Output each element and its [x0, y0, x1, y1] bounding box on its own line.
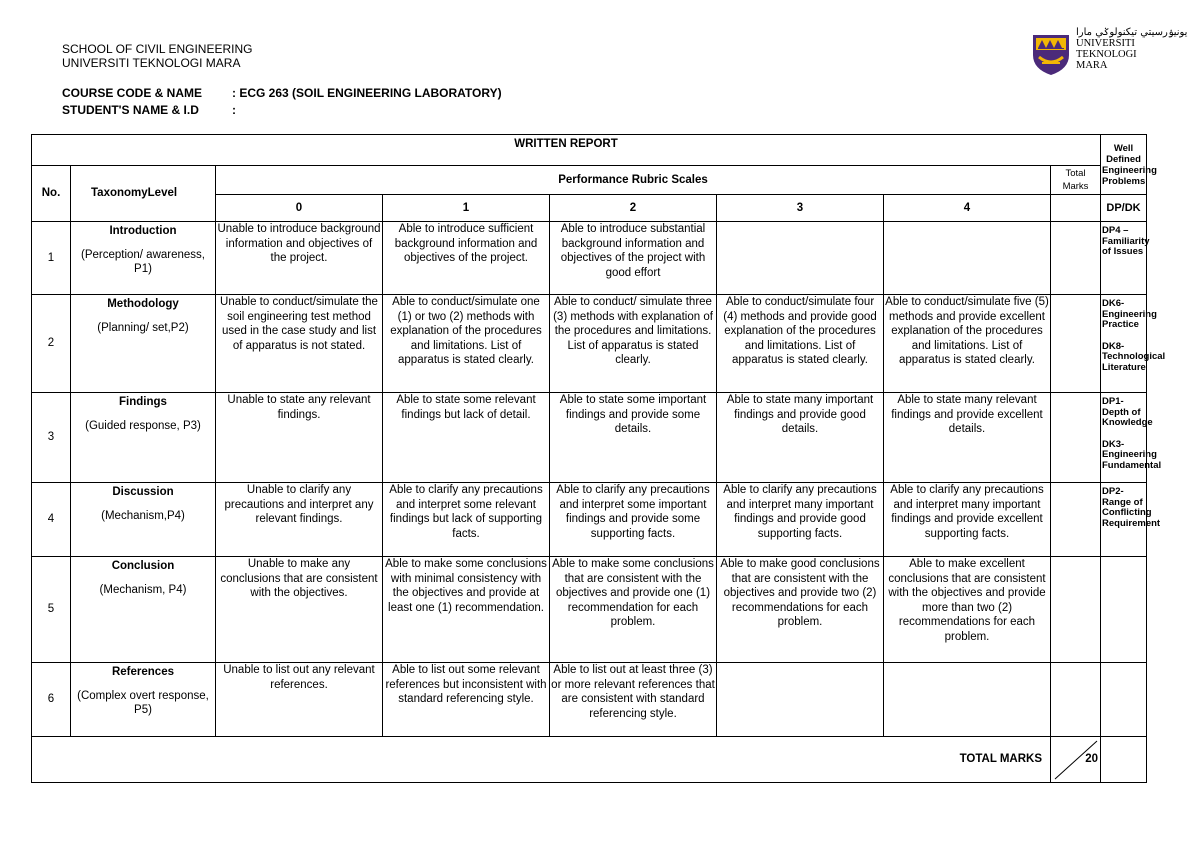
taxonomy-cell	[71, 393, 216, 483]
rubric-cell-score-2: Able to list out at least three (3) or more relevant references that are consistent with standard referencing style.	[550, 663, 717, 737]
rubric-cell-score-4	[884, 663, 1051, 737]
total-marks-cell[interactable]	[1051, 393, 1101, 483]
dpdk-cell	[1101, 557, 1147, 663]
rubric-cell-score-0: Unable to state any relevant findings.	[216, 393, 383, 483]
taxonomy-title: Findings	[119, 396, 167, 408]
total-marks-value: 20	[1085, 753, 1098, 765]
course-line	[62, 85, 502, 102]
logo-words	[1076, 38, 1137, 71]
rubric-table	[31, 134, 1166, 783]
table-row	[32, 393, 1147, 483]
total-marks-cell[interactable]	[1051, 663, 1101, 737]
rubric-cell-score-2: Able to state some important findings and provide some details.	[550, 393, 717, 483]
table-row	[32, 222, 1147, 295]
course-label: COURSE CODE & NAME	[62, 86, 203, 100]
total-marks-cell[interactable]	[1051, 222, 1101, 295]
taxonomy-cell	[71, 222, 216, 295]
wdep-header: Well Defined Engineering Problems	[1101, 135, 1147, 195]
student-value: :	[232, 103, 236, 117]
taxonomy-cell	[71, 483, 216, 557]
rubric-cell-score-0: Unable to make any conclusions that are consistent with the objectives.	[216, 557, 383, 663]
row-number: 5	[32, 557, 71, 663]
dpdk-item: DK3- Engineering Fundamental	[1102, 438, 1162, 471]
table-row	[32, 295, 1147, 393]
uitm-crest-icon	[1030, 29, 1072, 77]
scale-4: 4	[884, 195, 1051, 222]
dpdk-item: DK8- Technological Literature	[1102, 340, 1166, 373]
table-title: WRITTEN REPORT	[32, 135, 1101, 166]
rubric-cell-score-2: Able to introduce substantial background information and objectives of the project with good effort	[550, 222, 717, 295]
taxonomy-level: (Complex overt response, P5)	[77, 689, 209, 717]
row-number: 6	[32, 663, 71, 737]
dpdk-cell	[1101, 393, 1162, 483]
total-dpdk-blank	[1101, 737, 1147, 783]
total-marks-cell[interactable]	[1051, 295, 1101, 393]
rubric-cell-score-0: Unable to list out any relevant references.	[216, 663, 383, 737]
dpdk-cell	[1101, 295, 1166, 393]
rubric-cell-score-3	[717, 222, 884, 295]
rubric-cell-score-3	[717, 663, 884, 737]
course-value: : ECG 263 (SOIL ENGINEERING LABORATORY)	[232, 86, 502, 100]
total-marks-blank	[1051, 195, 1101, 222]
taxonomy-title: Introduction	[109, 225, 177, 237]
total-marks-label: TOTAL MARKS	[32, 737, 1051, 783]
rubric-cell-score-1: Able to make some conclusions with minimal consistency with the objectives and provide at least one (1) recommendation.	[383, 557, 550, 663]
no-header: No.	[32, 166, 71, 222]
student-line	[62, 102, 502, 119]
table-row	[32, 483, 1147, 557]
rubric-cell-score-3: Able to clarify any precautions and interpret many important findings and provide good supporting facts.	[717, 483, 884, 557]
rubric-cell-score-0: Unable to conduct/simulate the soil engineering test method used in the case study and list of apparatus is not stated.	[216, 295, 383, 393]
scale-2: 2	[550, 195, 717, 222]
taxonomy-title: Conclusion	[111, 560, 175, 572]
total-marks-cell[interactable]	[1051, 557, 1101, 663]
rubric-cell-score-1: Able to clarify any precautions and interpret some relevant findings but lack of supporting facts.	[383, 483, 550, 557]
row-number: 1	[32, 222, 71, 295]
rubric-cell-score-1: Able to conduct/simulate one (1) or two (2) methods with explanation of the procedures and limitations. List of apparatus is stated clearly.	[383, 295, 550, 393]
dpdk-item: DP1- Depth of Knowledge	[1102, 396, 1153, 428]
rubric-cell-score-1: Able to list out some relevant references but inconsistent with standard referencing style.	[383, 663, 550, 737]
rubric-cell-score-2: Able to conduct/ simulate three (3) methods with explanation of the procedures and limitations. List of apparatus is stated clearly.	[550, 295, 717, 393]
rubric-cell-score-4	[884, 222, 1051, 295]
dpdk-cell	[1101, 483, 1161, 557]
school-name: SCHOOL OF CIVIL ENGINEERING	[62, 42, 253, 56]
table-row	[32, 663, 1147, 737]
taxonomy-cell	[71, 663, 216, 737]
taxonomy-title: Discussion	[112, 486, 174, 498]
taxonomy-level: (Guided response, P3)	[85, 419, 201, 432]
logo-jawi-text: يونيۏرسيتي تيكنولوݢي مارا	[1076, 27, 1188, 38]
rubric-cell-score-2: Able to make some conclusions that are consistent with the objectives and provide one (1) recommendation for each problem.	[550, 557, 717, 663]
row-number: 3	[32, 393, 71, 483]
rubric-cell-score-3: Able to make good conclusions that are consistent with the objectives and provide two (2) recommendations for each problem.	[717, 557, 884, 663]
taxonomy-level: (Mechanism, P4)	[99, 583, 187, 596]
dpdk-cell	[1101, 663, 1147, 737]
rubric-cell-score-2: Able to clarify any precautions and interpret some important findings and provide some supporting facts.	[550, 483, 717, 557]
logo-line-2: TEKNOLOGI	[1076, 49, 1137, 60]
uitm-logo	[1030, 27, 1188, 77]
scale-0: 0	[216, 195, 383, 222]
rubric-cell-score-0: Unable to introduce background information and objectives of the project.	[216, 222, 383, 295]
title-row	[32, 135, 1147, 166]
rubric-cell-score-4: Able to make excellent conclusions that are consistent with the objectives and provide more than two (2) recommendations for each problem.	[884, 557, 1051, 663]
taxonomy-header: TaxonomyLevel	[71, 166, 216, 222]
rubric-cell-score-3: Able to conduct/simulate four (4) methods and provide good explanation of the procedures and limitations. List of apparatus is stated clearly.	[717, 295, 884, 393]
taxonomy-level: (Perception/ awareness, P1)	[80, 248, 205, 276]
dpdk-item: DP4 – Familiarity of Issues	[1102, 225, 1150, 257]
dpdk-header: DP/DK	[1101, 195, 1147, 222]
rubric-cell-score-4: Able to conduct/simulate five (5) methods and provide excellent explanation of the procedures and limitations. List of apparatus is stated clearly.	[884, 295, 1051, 393]
rubric-cell-score-4: Able to clarify any precautions and interpret many important findings and provide excellent supporting facts.	[884, 483, 1051, 557]
rubric-cell-score-1: Able to introduce sufficient background information and objectives of the project.	[383, 222, 550, 295]
rubric-cell-score-3: Able to state many important findings and provide good details.	[717, 393, 884, 483]
taxonomy-cell	[71, 557, 216, 663]
total-marks-cell[interactable]	[1051, 483, 1101, 557]
total-marks-box[interactable]	[1051, 737, 1101, 783]
table-row	[32, 557, 1147, 663]
dpdk-item: DP2- Range of Conflicting Requirement	[1102, 486, 1161, 529]
taxonomy-title: Methodology	[107, 298, 179, 310]
dpdk-cell	[1101, 222, 1150, 295]
rubric-cell-score-1: Able to state some relevant findings but lack of detail.	[383, 393, 550, 483]
taxonomy-cell	[71, 295, 216, 393]
row-number: 4	[32, 483, 71, 557]
dpdk-item: DK6- Engineering Practice	[1102, 298, 1157, 330]
logo-line-3: MARA	[1076, 60, 1108, 71]
logo-line-1: UNIVERSITI	[1076, 38, 1135, 49]
header-row	[32, 166, 1147, 195]
taxonomy-level: (Mechanism,P4)	[101, 509, 185, 522]
student-label: STUDENT'S NAME & I.D	[62, 103, 199, 117]
university-name: UNIVERSITI TEKNOLOGI MARA	[62, 56, 241, 70]
rubric-cell-score-0: Unable to clarify any precautions and interpret any relevant findings.	[216, 483, 383, 557]
total-row	[32, 737, 1147, 783]
taxonomy-title: References	[111, 666, 174, 678]
scale-3: 3	[717, 195, 884, 222]
rubric-cell-score-4: Able to state many relevant findings and provide excellent details.	[884, 393, 1051, 483]
rubric-scale-header: Performance Rubric Scales	[216, 166, 1051, 195]
course-info	[62, 85, 502, 119]
school-heading	[62, 42, 252, 70]
taxonomy-level: (Planning/ set,P2)	[97, 321, 189, 334]
scale-1: 1	[383, 195, 550, 222]
total-marks-header: Total Marks	[1051, 166, 1101, 195]
row-number: 2	[32, 295, 71, 393]
